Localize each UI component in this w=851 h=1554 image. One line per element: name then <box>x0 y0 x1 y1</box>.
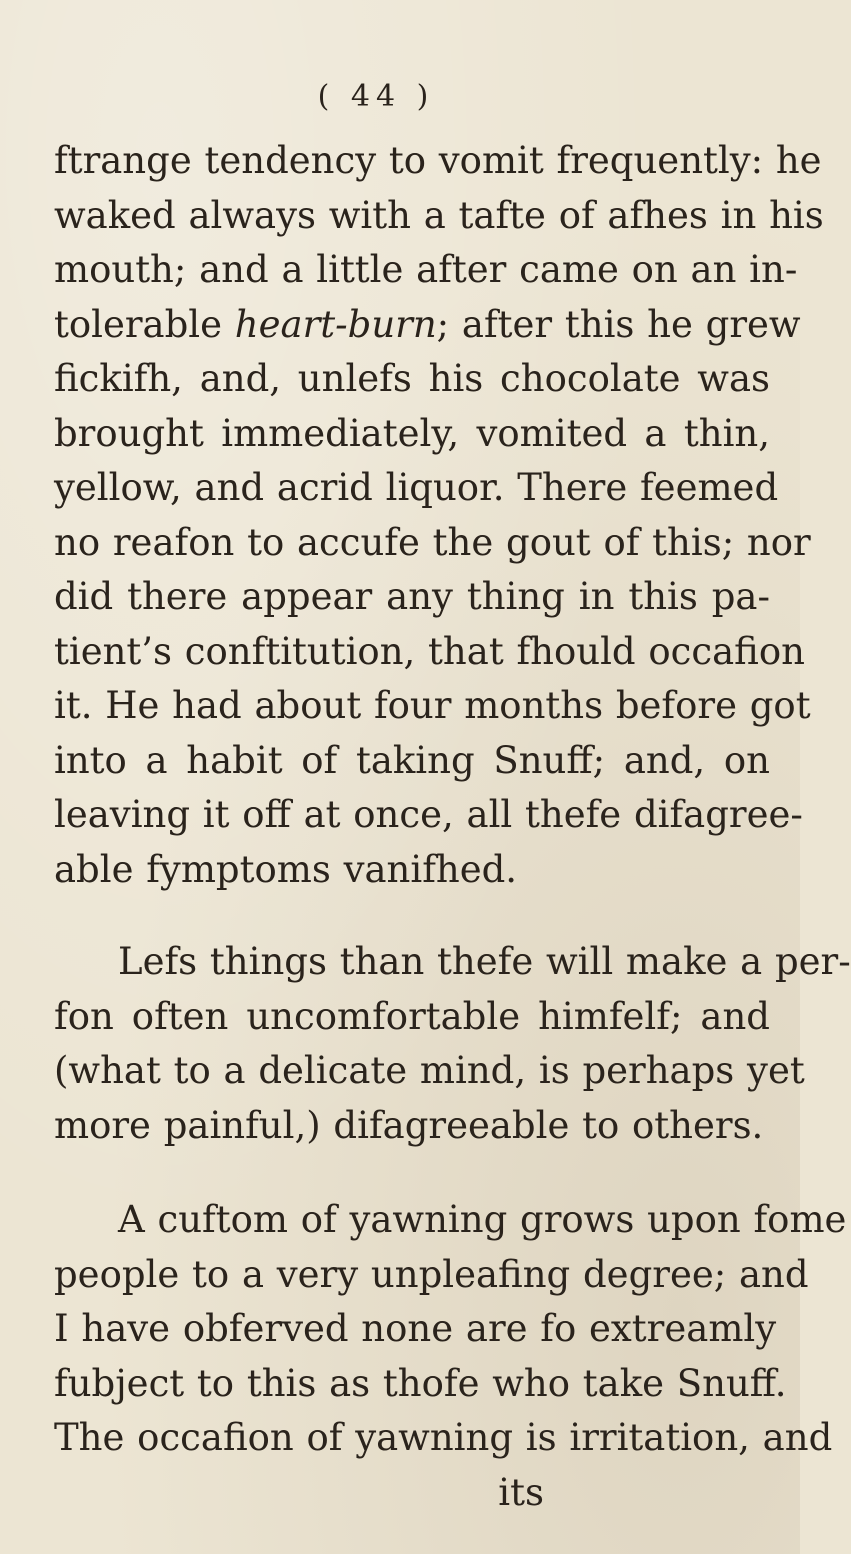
text-line-end: ; after this he grew <box>436 302 801 346</box>
text-line: waked always with a tafte of afhes in his <box>54 193 824 237</box>
text-line: Lefs things than thefe will make a per- <box>118 940 851 983</box>
text-line: The occafion of yawning is irritation, and <box>54 1416 833 1459</box>
text-line: (what to a delicate mind, is perhaps yet <box>54 1049 805 1092</box>
text-line: ftrange tendency to vomit frequently: he <box>54 139 822 182</box>
text-line: fon often uncomfortable himfelf; and <box>54 994 770 1038</box>
paragraph-2 <box>54 935 851 1153</box>
text-line: more painful,) difagreeable to others. <box>54 1103 764 1147</box>
text-line: did there appear any thing in this pa- <box>54 575 770 618</box>
text-line-start: tolerable <box>54 302 235 346</box>
text-line: no reafon to accufe the gout of this; nor <box>54 520 811 564</box>
text-line: brought immediately, vomited a thin, <box>54 411 770 455</box>
text-line: people to a very unpleafing degree; and <box>54 1252 809 1296</box>
text-line: into a habit of taking Snuff; and, on <box>54 738 770 782</box>
text-line: mouth; and a little after came on an in- <box>54 248 798 291</box>
text-line <box>54 298 801 353</box>
italic-term: heart-burn <box>234 302 437 346</box>
text-line: able fymptoms vanifhed. <box>54 847 518 891</box>
paragraph-3 <box>54 1193 847 1466</box>
text-line: fickifh, and, unlefs his chocolate was <box>54 357 770 400</box>
text-line: leaving it off at once, all thefe difagree- <box>54 793 803 836</box>
text-line: I have obferved none are fo extreamly <box>54 1307 777 1350</box>
text-line: it. He had about four months before got <box>54 684 811 727</box>
paragraph-1 <box>54 134 824 897</box>
text-line: A cuftom of yawning grows upon fome <box>118 1198 847 1241</box>
text-line: yellow, and acrid liquor. There feemed <box>54 466 779 509</box>
text-line: tient’s conftitution, that fhould occafion <box>54 629 805 673</box>
catchword: its <box>498 1470 544 1514</box>
page-number: ( 44 ) <box>317 79 435 114</box>
text-line: fubject to this as thofe who take Snuff. <box>54 1361 787 1405</box>
